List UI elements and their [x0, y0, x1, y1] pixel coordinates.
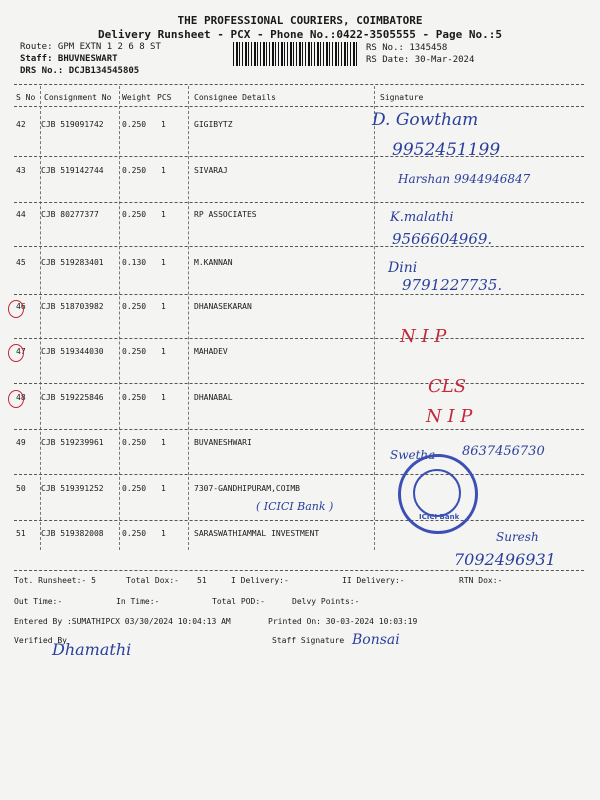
verified-by-label: Verified By [14, 636, 67, 645]
cell-weight: 0.250 [122, 529, 147, 538]
row-separator [14, 338, 584, 339]
row-separator [14, 383, 584, 384]
handwritten-status: CLS [428, 376, 467, 397]
handwritten-name: Dini [388, 260, 418, 276]
cell-pcs: 1 [161, 438, 166, 447]
row-separator [14, 474, 584, 475]
bank-stamp-text: ICICI Bank [419, 513, 460, 521]
handwritten-name: Swetha [390, 448, 436, 462]
printed-on: Printed On: 30-03-2024 10:03:19 [268, 617, 418, 626]
delvy-points: Delvy Points:- [292, 597, 360, 606]
cell-consignment: CJB 519091742 [41, 120, 104, 129]
handwritten-status: N I P [400, 326, 447, 347]
verified-signature: Dhamathi [52, 640, 132, 659]
cell-sno: 49 [16, 438, 26, 447]
cell-consignment: CJB 519391252 [41, 484, 104, 493]
row-separator [14, 246, 584, 247]
cell-pcs: 1 [161, 210, 166, 219]
handwritten-phone: 9952451199 [392, 140, 501, 160]
cell-weight: 0.250 [122, 438, 147, 447]
bank-stamp-inner-ring [413, 469, 461, 517]
cell-weight: 0.250 [122, 484, 147, 493]
handwritten-phone: 9791227735. [402, 276, 503, 294]
cell-weight: 0.250 [122, 166, 147, 175]
header-rule-bottom [14, 106, 584, 107]
rs-number: RS No.: 1345458 [366, 43, 448, 53]
col-header-pcs: PCS [157, 93, 172, 102]
ii-delivery: II Delivery:- [342, 576, 405, 585]
cell-pcs: 1 [161, 484, 166, 493]
rtn-dox: RTN Dox:- [459, 576, 503, 585]
entered-by: Entered By :SUMATHIPCX 03/30/2024 10:04:13 AM [14, 617, 231, 626]
cell-consignee: DHANABAL [194, 393, 233, 402]
bank-stamp [398, 454, 478, 534]
red-circle-mark [8, 300, 24, 318]
cell-weight: 0.250 [122, 347, 147, 356]
handwritten-name: K.malathi [390, 210, 454, 225]
row-separator [14, 294, 584, 295]
cell-consignment: CJB 519142744 [41, 166, 104, 175]
cell-consignment: CJB 519225846 [41, 393, 104, 402]
col-header-consignee: Consignee Details [194, 93, 276, 102]
cell-sno: 46 [16, 302, 26, 311]
handwritten-name: Suresh [496, 530, 539, 544]
staff-signature-label: Staff Signature [272, 636, 345, 645]
handwritten-status: N I P [426, 406, 473, 427]
cell-consignee: GIGIBYTZ [194, 120, 233, 129]
cell-consignee: 7307-GANDHIPURAM,COIMB [194, 484, 300, 493]
handwritten-name: D. Gowtham [372, 110, 479, 130]
cell-consignment: CJB 519239961 [41, 438, 104, 447]
cell-consignment: CJB 80277377 [41, 210, 99, 219]
cell-sno: 42 [16, 120, 26, 129]
red-circle-mark [8, 344, 24, 362]
red-circle-mark [8, 390, 24, 408]
cell-sno: 48 [16, 393, 26, 402]
cell-pcs: 1 [161, 258, 166, 267]
cell-pcs: 1 [161, 302, 166, 311]
col-header-signature: Signature [380, 93, 424, 102]
cell-pcs: 1 [161, 393, 166, 402]
row-separator [14, 202, 584, 203]
cell-weight: 0.250 [122, 120, 147, 129]
cell-weight: 0.250 [122, 393, 147, 402]
cell-consignee: DHANASEKARAN [194, 302, 252, 311]
cell-sno: 50 [16, 484, 26, 493]
staff-signature: Bonsai [352, 632, 400, 648]
row-separator [14, 520, 584, 521]
cell-consignee: BUVANESHWARI [194, 438, 252, 447]
cell-weight: 0.130 [122, 258, 147, 267]
handwritten-phone: 9566604969. [392, 230, 493, 248]
cell-consignment: CJB 519283401 [41, 258, 104, 267]
cell-consignee: M.KANNAN [194, 258, 233, 267]
row-separator [14, 429, 584, 430]
cell-consignment: CJB 519344030 [41, 347, 104, 356]
document-subtitle: Delivery Runsheet - PCX - Phone No.:0422-3505555 - Page No.:5 [98, 28, 502, 41]
col-header-sno: S No [16, 93, 36, 102]
cell-consignment: CJB 519382008 [41, 529, 104, 538]
handwritten-signature: Harshan 9944946847 [398, 172, 531, 186]
cell-pcs: 1 [161, 529, 166, 538]
total-pod: Total POD:- [212, 597, 265, 606]
i-delivery: I Delivery:- [231, 576, 289, 585]
route-text: Route: GPM EXTN 1 2 6 8 ST [20, 42, 161, 52]
handwritten-phone: 7092496931 [454, 550, 556, 569]
handwritten-note: ( ICICI Bank ) [256, 500, 334, 513]
header-rule-top [14, 84, 584, 85]
cell-pcs: 1 [161, 166, 166, 175]
cell-sno: 47 [16, 347, 26, 356]
col-header-consignment: Consignment No [44, 93, 112, 102]
staff-text: Staff: BHUVNESWART [20, 54, 118, 64]
cell-sno: 51 [16, 529, 26, 538]
cell-sno: 43 [16, 166, 26, 175]
cell-sno: 44 [16, 210, 26, 219]
cell-weight: 0.250 [122, 302, 147, 311]
drs-number: DRS No.: DCJB134545805 [20, 66, 140, 76]
rs-date: RS Date: 30-Mar-2024 [366, 55, 475, 65]
in-time: In Time:- [116, 597, 160, 606]
cell-sno: 45 [16, 258, 26, 267]
document-title: THE PROFESSIONAL COURIERS, COIMBATORE [177, 14, 423, 27]
footer-rule [14, 570, 584, 571]
handwritten-phone: 8637456730 [462, 444, 545, 459]
col-header-weight: Weight [122, 93, 151, 102]
out-time: Out Time:- [14, 597, 63, 606]
barcode-image [233, 42, 359, 66]
cell-consignee: SIVARAJ [194, 166, 228, 175]
cell-consignee: RP ASSOCIATES [194, 210, 257, 219]
cell-consignment: CJB 518703982 [41, 302, 104, 311]
cell-pcs: 1 [161, 347, 166, 356]
cell-weight: 0.250 [122, 210, 147, 219]
cell-consignee: SARASWATHIAMMAL INVESTMENT [194, 529, 320, 538]
total-dox-label: Total Dox:- [126, 576, 179, 585]
total-dox-value: 51 [197, 576, 207, 585]
cell-consignee: MAHADEV [194, 347, 228, 356]
tot-runsheet: Tot. Runsheet:- 5 [14, 576, 96, 585]
cell-pcs: 1 [161, 120, 166, 129]
